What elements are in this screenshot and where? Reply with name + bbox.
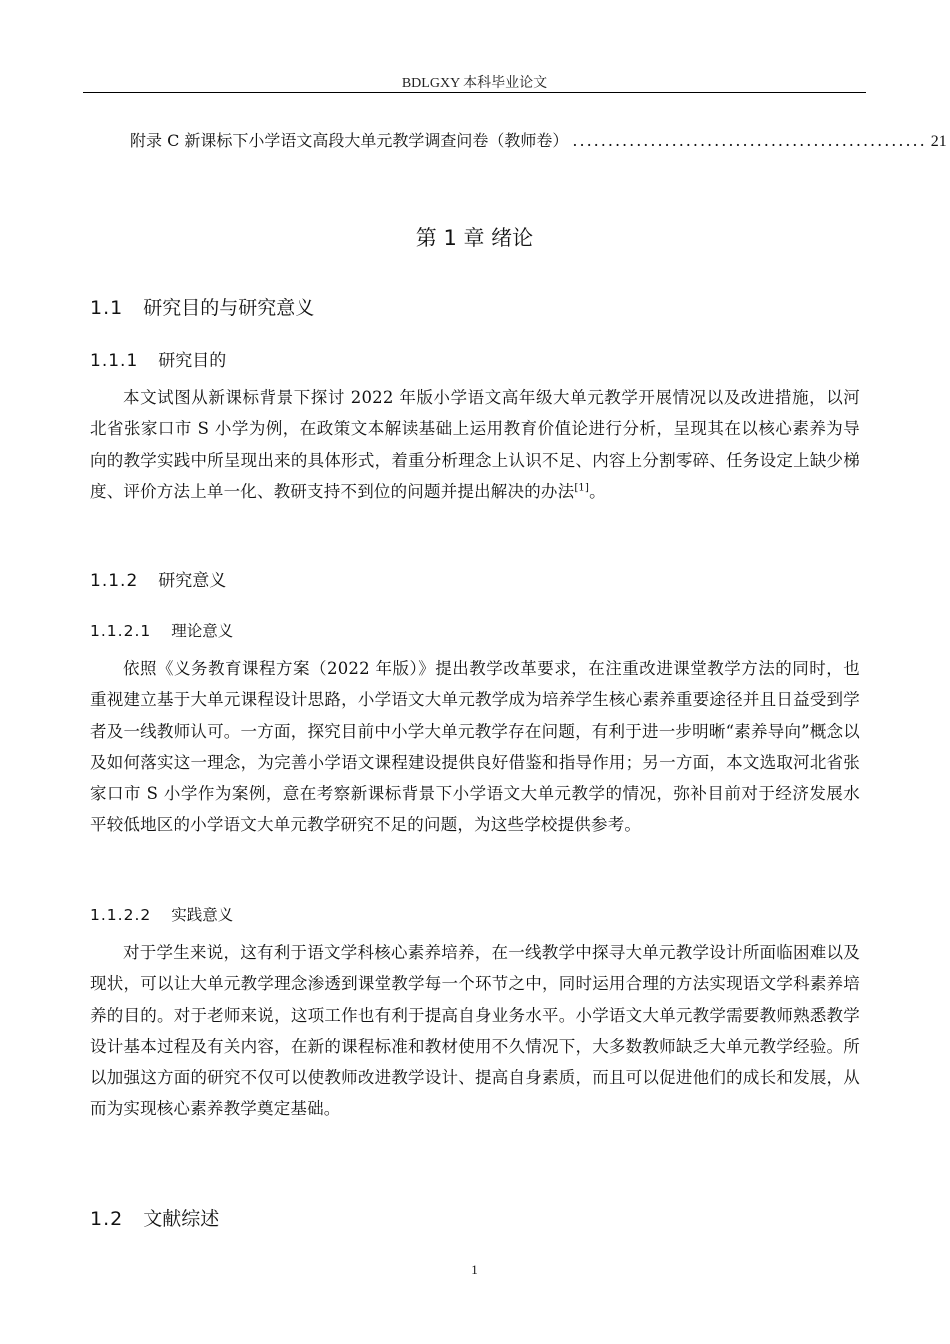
paragraph-end: 。: [589, 481, 606, 501]
citation-marker[interactable]: [1]: [574, 482, 590, 494]
toc-entry-label: 附录 C 新课标下小学语文高段大单元教学调查问卷（教师卷）: [130, 131, 569, 150]
section-title: 实践意义: [171, 906, 234, 924]
section-heading-1-1: [90, 293, 314, 320]
paragraph-theoretical-significance: 依照《义务教育课程方案（2022 年版）》提出教学改革要求，在注重改进课堂教学方法的同时，也重视建立基于大单元课程设计思路，小学语文大单元教学成为培养学生核心素养重要途径并且日益受到学者及一线教师认可。一方面，探究目前中小学大单元教学存在问题，有利于进一步明晰“素养导向”概念以及如何落实这一理念，为完善小学语文课程建设提供良好借鉴和指导作用；另一方面，本文选取河北省张家口市 S 小学作为案例，意在考察新课标背景下小学语文大单元教学的情况，弥补目前对于经济发展水平较低地区的小学语文大单元教学研究不足的问题，为这些学校提供参考。: [90, 659, 860, 835]
section-title: 理论意义: [171, 622, 234, 640]
section-number: 1.1.1: [90, 351, 139, 371]
section-number: 1.1.2.2: [90, 906, 152, 924]
section-title: 研究目的: [158, 351, 227, 371]
page-header: BDLGXY 本科毕业论文: [401, 76, 548, 91]
section-number: 1.2: [90, 1208, 124, 1230]
paragraph-practical-significance: 对于学生来说，这有利于语文学科核心素养培养，在一线教学中探寻大单元教学设计所面临困难以及现状，可以让大单元教学理念渗透到课堂教学每一个环节之中，同时运用合理的方法实现语文学科素养培养的目的。对于老师来说，这项工作也有利于提高自身业务水平。小学语文大单元教学需要教师熟悉教学设计基本过程及有关内容，在新的课程标准和教材使用不久情况下，大多数教师缺乏大单元教学经验。所以加强这方面的研究不仅可以使教师改进教学设计、提高自身素质，而且可以促进他们的成长和发展，从而为实现核心素养教学奠定基础。: [90, 943, 860, 1119]
section-title: 研究目的与研究意义: [143, 297, 315, 319]
section-heading-1-1-2-1: [90, 619, 233, 641]
section-number: 1.1.2: [90, 571, 139, 591]
section-heading-1-1-1: [90, 346, 226, 371]
section-heading-1-2: [90, 1204, 219, 1231]
section-heading-1-1-2-2: [90, 903, 233, 925]
section-number: 1.1: [90, 297, 124, 319]
paragraph-research-purpose: [90, 382, 860, 507]
section-title: 文献综述: [143, 1208, 220, 1230]
toc-entry-page: 21: [930, 133, 947, 150]
toc-leader-dots: ..................................................: [572, 131, 927, 150]
chapter-title: 第 1 章 绪论: [415, 226, 534, 250]
section-number: 1.1.2.1: [90, 622, 152, 640]
paragraph-text: 本文试图从新课标背景下探讨 2022 年版小学语文高年级大单元教学开展情况以及改进措施，以河北省张家口市 S 小学为例，在政策文本解读基础上运用教育价值论进行分析，呈现其在以核心素养为导向的教学实践中所呈现出来的具体形式，着重分析理念上认识不足、内容上分割零碎、任务设定上缺少梯度、评价方法上单一化、教研支持不到位的问题并提出解决的办法: [90, 388, 860, 501]
page-number: 1: [471, 1262, 478, 1277]
section-title: 研究意义: [158, 571, 227, 591]
toc-entry[interactable]: [130, 128, 947, 151]
section-heading-1-1-2: [90, 566, 226, 591]
header-divider: [83, 92, 866, 93]
